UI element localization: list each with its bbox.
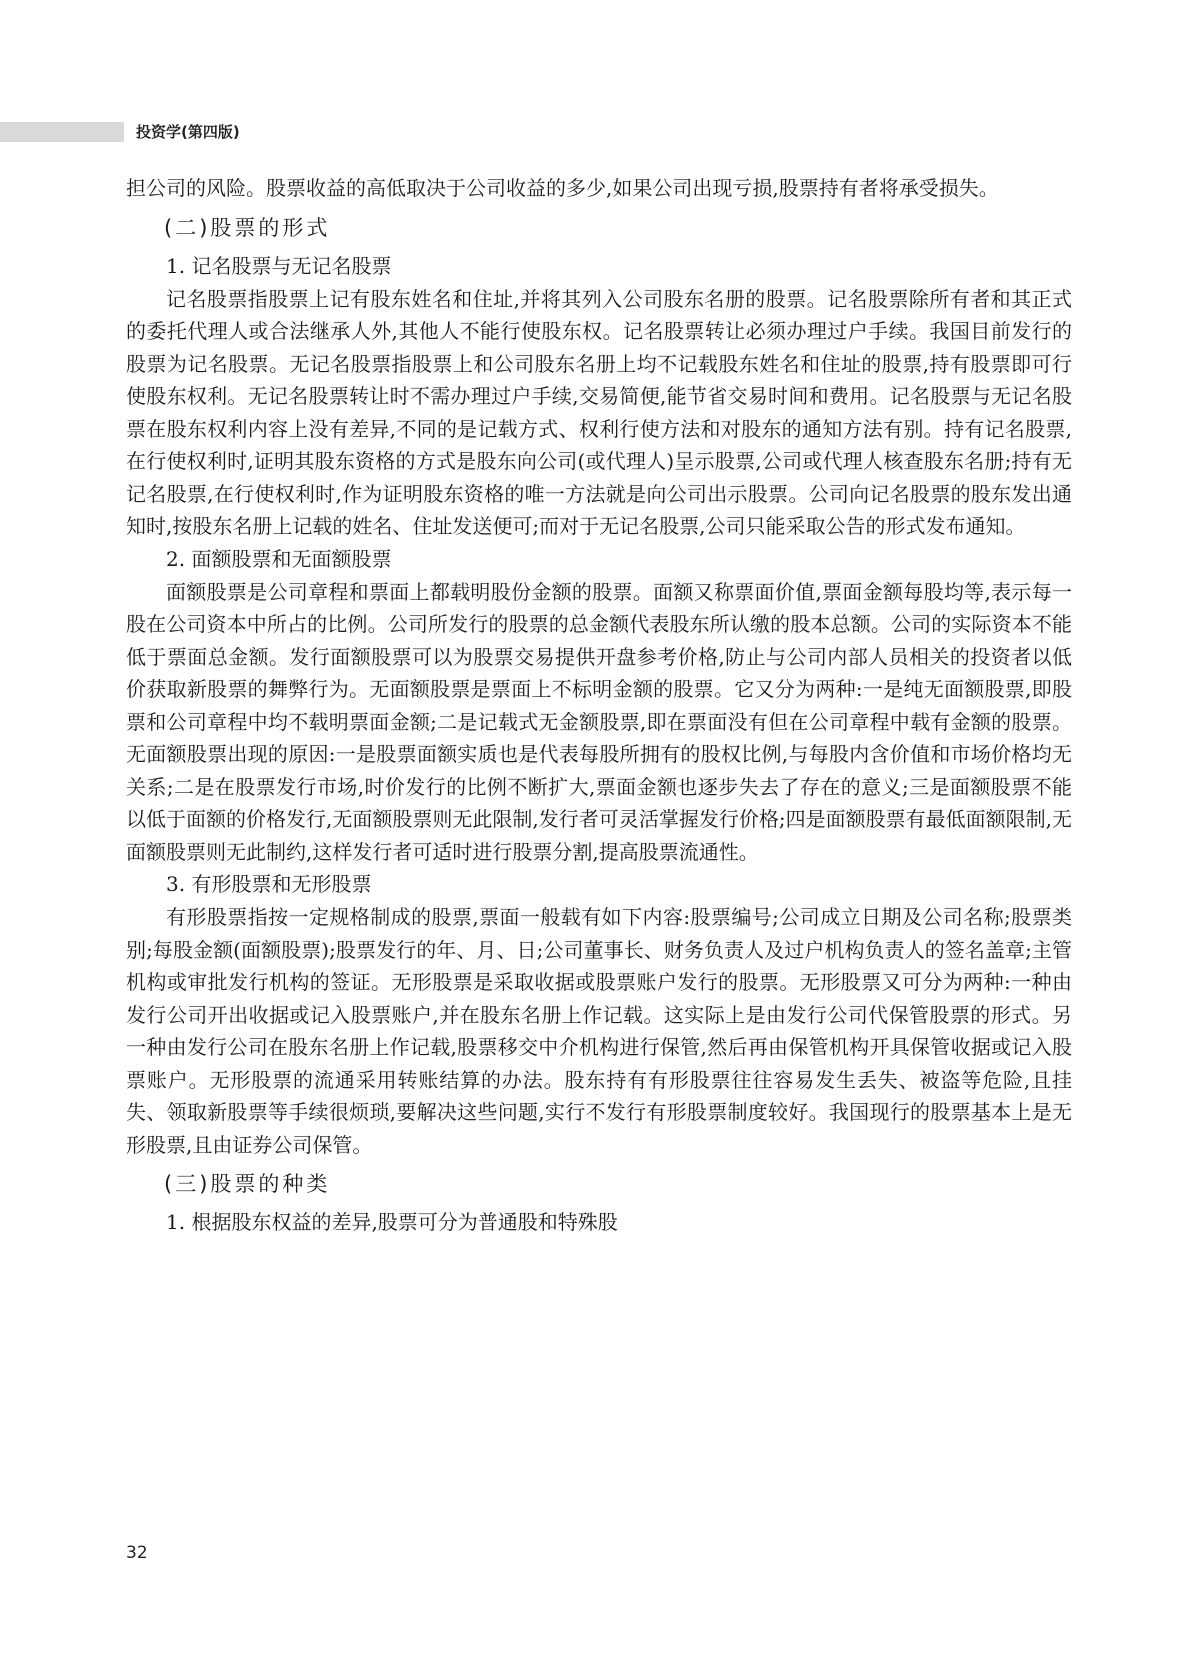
subheading-common-special-stock: 1. 根据股东权益的差异,股票可分为普通股和特殊股	[166, 1210, 618, 1234]
subheading-registered-stock: 1. 记名股票与无记名股票	[166, 253, 392, 278]
header-decor-bar	[0, 122, 124, 142]
paragraph-registered-stock: 记名股票指股票上记有股东姓名和住址,并将其列入公司股东名册的股票。记名股票除所有者和其正式的委托代理人或合法继承人外,其他人不能行使股东权。记名股票转让必须办理过户手续。我国目前发行的股票为记名股票。无记名股票指股票上和公司股东名册上均不记载股东姓名和住址的股票,持有股票即可行使股东权利。无记名股票转让时不需办理过户手续,交易简便,能节省交易时间和费用。记名股票与无记名股票在股东权利内容上没有差异,不同的是记载方式、权利行使方法和对股东的通知方法有别。持有记名股票,在行使权利时,证明其股东资格的方式是股东向公司(或代理人)呈示股票,公司或代理人核查股东名册;持有无记名股票,在行使权利时,作为证明股东资格的唯一方法就是向公司出示股票。公司向记名股票的股东发出通知时,按股东名册上记载的姓名、住址发送便可;而对于无记名股票,公司只能采取公告的形式发布通知。	[126, 286, 1072, 538]
page-body	[126, 172, 1072, 1239]
subheading-par-value-stock: 2. 面额股票和无面额股票	[166, 546, 392, 571]
paragraph-intro: 担公司的风险。股票收益的高低取决于公司收益的多少,如果公司出现亏损,股票持有者将承受损失。	[126, 176, 999, 200]
subheading-tangible-stock: 3. 有形股票和无形股票	[166, 872, 372, 896]
paragraph-tangible-stock: 有形股票指按一定规格制成的股票,票面一般载有如下内容:股票编号;公司成立日期及公司名称;股票类别;每股金额(面额股票);股票发行的年、月、日;公司董事长、财务负责人及过户机构负责人的签名盖章;主管机构或审批发行机构的签证。无形股票是采取收据或股票账户发行的股票。无形股票又可分为两种:一种由发行公司开出收据或记入股票账户,并在股东名册上作记载。这实际上是由发行公司代保管股票的形式。另一种由发行公司在股东名册上作记载,股票移交中介机构进行保管,然后再由保管机构开具保管收据或记入股票账户。无形股票的流通采用转账结算的办法。股东持有有形股票往往容易发生丢失、被盗等危险,且挂失、领取新股票等手续很烦琐,要解决这些问题,实行不发行有形股票制度较好。我国现行的股票基本上是无形股票,且由证券公司保管。	[126, 905, 1072, 1157]
section-heading-forms: (二)股票的形式	[164, 215, 331, 240]
page-number: 32	[126, 1543, 148, 1563]
running-head-title: 投资学(第四版)	[136, 123, 240, 141]
section-heading-types: (三)股票的种类	[164, 1172, 331, 1196]
paragraph-par-value-stock: 面额股票是公司章程和票面上都载明股份金额的股票。面额又称票面价值,票面金额每股均等,表示每一股在公司资本中所占的比例。公司所发行的股票的总金额代表股东所认缴的股本总额。公司的实际资本不能低于票面总金额。发行面额股票可以为股票交易提供开盘参考价格,防止与公司内部人员相关的投资者以低价获取新股票的舞弊行为。无面额股票是票面上不标明金额的股票。它又分为两种:一是纯无面额股票,即股票和公司章程中均不载明票面金额;二是记载式无金额股票,即在票面没有但在公司章程中载有金额的股票。无面额股票出现的原因:一是股票面额实质也是代表每股所拥有的股权比例,与每股内含价值和市场价格均无关系;二是在股票发行市场,时价发行的比例不断扩大,票面金额也逐步失去了存在的意义;三是面额股票不能以低于面额的价格发行,无面额股票则无此限制,发行者可灵活掌握发行价格;四是面额股票有最低面额限制,无面额股票则无此制约,这样发行者可适时进行股票分割,提高股票流通性。	[126, 579, 1072, 864]
